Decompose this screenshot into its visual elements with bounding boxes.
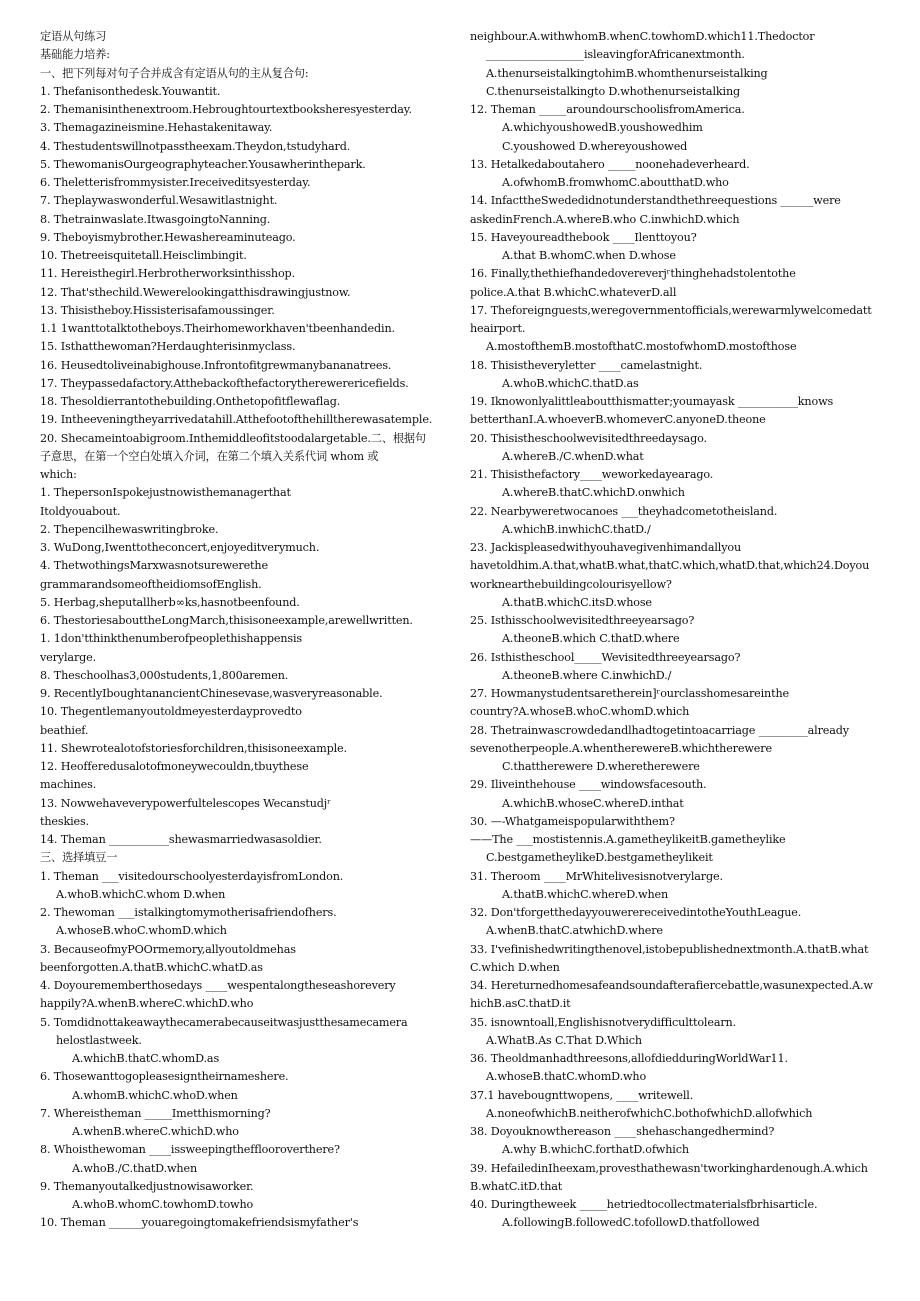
text-line: 15. Isthatthewoman?Herdaughterisinmyclass. [40, 340, 296, 354]
text-line: 12. That'sthechild.Wewerelookingatthisdrawingjustnow. [40, 285, 351, 299]
text-line: 23. Jackispleasedwithyouhavegivenhimandallyou [470, 541, 742, 554]
text-line: 子意思，在第一个空白处填入介词，在第二个填入关系代词 whom 或 [40, 449, 379, 463]
text-line: 4. ThetwothingsMarxwasnotsurewerethe [40, 559, 268, 573]
text-line: 9. Theboyismybrother.Hewashereaminuteago. [40, 230, 296, 244]
text-line: 1. Thefanisonthedesk.Youwantit. [40, 84, 221, 98]
text-line: happily?A.whenB.whereC.whichD.who [40, 997, 254, 1011]
text-line: police.A.that B.whichC.whateverD.all [470, 285, 677, 299]
text-line: 12. Theman _____aroundourschoolisfromAmerica. [470, 103, 745, 116]
text-line: 6. ThestoriesabouttheLongMarch,thisisoneexample,arewellwritten. [40, 614, 413, 627]
text-line: askedinFrench.A.whereB.who C.inwhichD.which [470, 212, 740, 226]
left-column [40, 28, 452, 1233]
text-line: A.whoB.whichC.whom D.when [56, 887, 226, 901]
text-line: heairport. [470, 322, 526, 335]
text-line: 30. —-Whatgameispopularwiththem? [470, 814, 675, 828]
text-line: A.why B.whichC.forthatD.ofwhich [502, 1143, 689, 1157]
text-line: 18. Thesoldierrantothebuilding.Onthetopofitflewaflag. [40, 395, 341, 408]
text-line: 2. Themanisinthenextroom.Hebroughtourtextbooksheresyesterday. [40, 103, 412, 116]
text-line: Itoldyouabout. [40, 504, 121, 518]
text-line: 17. Theypassedafactory.Atthebackofthefactorytherewerericefields. [40, 376, 409, 390]
text-line: C.thattherewere D.wheretherewere [502, 760, 700, 773]
text-line: 14. Theman ___________shewasmarriedwasasoldier. [40, 833, 322, 846]
text-line: A.whomB.whichC.whoD.when [72, 1088, 238, 1102]
text-line: 三、选择填豆一 [40, 851, 118, 865]
text-line: 20. Thisistheschoolwevisitedthreedaysago. [470, 431, 707, 445]
text-line: 35. isnowntoall,Englishisnotverydifficulttolearn. [470, 1015, 737, 1029]
text-line: betterthanI.A.whoeverB.whomeverC.anyoneD.theone [470, 413, 766, 427]
text-line: verylarge. [40, 650, 97, 664]
text-line: 8. Theschoolhas3,000students,1,800aremen. [40, 668, 289, 682]
text-line: country?A.whoseB.whoC.whomD.which [470, 705, 690, 719]
text-line: 11. Shewrotealotofstoriesforchildren,thisisoneexample. [40, 741, 347, 755]
text-line: 26. Isthistheschool_____Wevisitedthreeyearsago? [470, 650, 741, 664]
text-line: C.youshowed D.whereyoushowed [502, 139, 688, 153]
text-line: 5. ThewomanisOurgeographyteacher.Yousawherinthepark. [40, 157, 366, 171]
text-line: 28. Thetrainwascrowdedandlhadtogetintoacarriage _________already [470, 723, 849, 737]
text-line: A.WhatB.As C.That D.Which [486, 1033, 642, 1047]
text-line: 39. HefailedinIheexam,provesthathewasn'tworkinghardenough.A.which [470, 1161, 868, 1175]
text-line: grammarandsomeoftheidiomsofEnglish. [40, 577, 262, 591]
text-line: 13. Thisistheboy.Hissisterisafamoussinger. [40, 303, 275, 317]
text-line: A.theoneB.where C.inwhichD./ [502, 668, 672, 682]
text-line: C.thenurseistalkingto D.whothenurseistalking [486, 84, 741, 98]
text-line: 3. Themagazineismine.Hehastakenitaway. [40, 121, 273, 135]
text-line: 10. Thetreeisquitetall.Heisclimbingit. [40, 249, 247, 262]
text-line: 18. Thisistheveryletter ____camelastnight. [470, 358, 703, 372]
text-line: neighbour.A.withwhomB.whenC.towhomD.which11.Thedoctor [470, 30, 815, 43]
text-line: 1.1 1wanttotalktotheboys.Theirhomeworkhaven'tbeenhandedin. [40, 322, 395, 335]
text-line: A.whoB./C.thatD.when [72, 1161, 198, 1175]
text-line: 36. Theoldmanhadthreesons,allofdiedduringWorldWar11. [470, 1052, 788, 1065]
text-line: 13. Hetalkedaboutahero _____noonehadeverheard. [470, 157, 750, 171]
text-line: 8. Thetrainwaslate.ItwasgoingtoNanning. [40, 212, 271, 226]
text-line: 2. Thewoman ___istalkingtomymotherisafriendofhers. [40, 906, 337, 919]
text-line: 6. Thosewanttogopleasesigntheirnameshere. [40, 1070, 289, 1084]
text-line: A.whenB.whereC.whichD.who [72, 1125, 239, 1138]
text-line: 32. Don'tforgetthedayyouwerereceivedintotheYouthLeague. [470, 906, 802, 919]
text-line: A.ofwhomB.fromwhomC.aboutthatD.who [502, 176, 729, 189]
text-line: 37.1 havebougnttwopens, ____writewell. [470, 1088, 694, 1102]
text-line: 31. Theroom ____MrWhitelivesisnotverylarge. [470, 869, 723, 883]
text-line: 9. Themanyoutalkedjustnowisaworker. [40, 1179, 254, 1193]
text-line: 1. ThepersonIspokejustnowisthemanagerthat [40, 486, 291, 500]
text-line: 3. WuDong,Iwenttotheconcert,enjoyeditverymuch. [40, 541, 320, 554]
text-line: A.mostofthemB.mostofthatC.mostofwhomD.mostofthose [486, 340, 797, 354]
text-line: beathief. [40, 723, 89, 737]
text-line: A.thatB.whichC.itsD.whose [502, 595, 652, 609]
text-line: hichB.asC.thatD.it [470, 997, 571, 1011]
text-line: A.whichB.inwhichC.thatD./ [502, 522, 651, 536]
text-line: 17. Theforeignguests,weregovernmentofficials,werewarmlywelcomedatt [470, 303, 872, 317]
text-line: 20. Shecameintoabigroom.Inthemiddleofitstoodalargetable.二、根据句 [40, 431, 426, 445]
text-line: 22. Nearbyweretwocanoes ___theyhadcometotheisland. [470, 504, 778, 518]
text-line: 10. Thegentlemanyoutoldmeyesterdayprovedto [40, 705, 302, 719]
text-line: 4. Doyourememberthosedays ____wespentalongtheseashorevery [40, 979, 396, 992]
text-line: A.whereB.thatC.whichD.onwhich [502, 486, 685, 500]
text-line: A.that B.whomC.when D.whose [502, 249, 676, 262]
text-line: A.followingB.followedC.tofollowD.thatfollowed [502, 1216, 760, 1230]
text-line: 6. Theletterisfrommysister.Ireceiveditsyesterday. [40, 176, 311, 189]
text-line: 9. RecentlyIboughtanancientChinesevase,wasveryreasonable. [40, 687, 383, 700]
text-line: 16. Heusedtoliveinabighouse.Infrontofitgrewmanybananatrees. [40, 358, 392, 372]
text-line: 基础能力培养: [40, 48, 110, 62]
text-line: 7. Whereistheman _____Imetthismorning? [40, 1106, 271, 1120]
text-line: A.whoseB.whoC.whomD.which [56, 924, 227, 938]
text-line: 13. Nowwehaveverypowerfultelescopes Wecanstudjʳ [40, 796, 331, 810]
text-line: 27. Howmanystudentsaretherein]ʳourclasshomesareinthe [470, 687, 789, 700]
text-line: 19. Iknowonlyalittleaboutthismatter;youmayask ___________knows [470, 395, 834, 408]
text-line: 5. Herbag,sheputallherb∞ks,hasnotbeenfound. [40, 595, 300, 609]
text-line: 7. Theplaywaswonderful.Wesawitlastnight. [40, 194, 278, 208]
text-line: B.whatC.itD.that [470, 1179, 563, 1193]
text-line: 定语从句练习 [40, 30, 107, 43]
text-line: 38. Doyouknowthereason ____shehaschangedhermind? [470, 1125, 775, 1138]
text-line: 1. Theman ___visitedourschoolyesterdayisfromLondon. [40, 869, 344, 883]
text-line: A.thatB.whichC.whereD.when [502, 887, 669, 901]
text-line: 14. InfacttheSwededidnotunderstandthethreequestions ______were [470, 194, 841, 208]
text-line: 15. Haveyoureadthebook ____Ilenttoyou? [470, 230, 697, 244]
text-line: 1. 1don'tthinkthenumberofpeoplethishappensis [40, 632, 303, 646]
text-line: 4. Thestudentswillnotpasstheexam.Theydon,tstudyhard. [40, 139, 351, 153]
text-line: 40. Duringtheweek _____hetriedtocollectmaterialsfbrhisarticle. [470, 1198, 818, 1211]
text-line: 8. Whoisthewoman ____issweepingthefflooroverthere? [40, 1143, 340, 1157]
text-line: C.which D.when [470, 960, 560, 974]
text-line: 25. Isthisschoolwevisitedthreeyearsago? [470, 614, 695, 627]
text-line: A.whoseB.thatC.whomD.who [486, 1070, 647, 1084]
text-line: A.whichyoushowedB.youshowedhim [502, 121, 703, 135]
right-column [470, 28, 890, 1233]
text-line: machines. [40, 778, 97, 792]
text-line: A.noneofwhichB.neitherofwhichC.bothofwhichD.allofwhich [486, 1106, 813, 1120]
text-line: 3. BecauseofmyPOOrmemory,allyoutoldmehas [40, 942, 296, 956]
text-line: A.whoB.whichC.thatD.as [502, 376, 639, 390]
text-line: A.whoB.whomC.towhomD.towho [72, 1198, 254, 1211]
text-line: 5. Tomdidnottakeawaythecamerabecauseitwasjustthesamecamera [40, 1015, 408, 1029]
text-line: 11. Hereisthegirl.Herbrotherworksinthisshop. [40, 267, 295, 281]
text-line: A.theoneB.which C.thatD.where [502, 632, 680, 646]
text-line: A.whichB.whoseC.whereD.inthat [502, 796, 684, 810]
text-line: A.whichB.thatC.whomD.as [72, 1052, 220, 1065]
text-line: havetoldhim.A.that,whatB.what,thatC.which,whatD.that,which24.Doyou [470, 559, 870, 573]
text-line: theskies. [40, 814, 89, 828]
text-line: helostlastweek. [56, 1033, 142, 1047]
text-line: sevenotherpeople.A.whentherewereB.whichtherewere [470, 741, 772, 755]
text-line: beenforgotten.A.thatB.whichC.whatD.as [40, 960, 263, 974]
text-line: 10. Theman ______youaregoingtomakefriendsismyfather's [40, 1216, 359, 1230]
text-line: ——The ___mostistennis.A.gametheylikeitB.gametheylike [470, 833, 786, 846]
text-line: 33. I'vefinishedwritingthenovel,istobepublishednextmonth.A.thatB.what [470, 942, 869, 956]
text-line: A.thenurseistalkingtohimB.whomthenurseistalking [486, 66, 768, 80]
text-line: __________________isleavingforAfricanextmonth. [486, 48, 745, 62]
text-line: 16. Finally,thethiefhandedovereverjʳthinghehadstolentothe [470, 267, 796, 281]
text-line: 29. Iliveinthehouse ____windowsfacesouth. [470, 778, 707, 792]
text-line: C.bestgametheylikeD.bestgametheylikeit [486, 851, 713, 865]
text-line: 2. Thepencilhewaswritingbroke. [40, 522, 219, 536]
text-line: which: [40, 468, 77, 481]
text-line: 12. Heofferedusalotofmoneywecouldn,tbuythese [40, 760, 309, 773]
text-line: A.whenB.thatC.atwhichD.where [486, 924, 663, 938]
text-line: A.whereB./C.whenD.what [502, 449, 644, 463]
text-line: worknearthebuildingcolourisyellow? [470, 577, 672, 591]
text-line: 21. Thisisthefactory____weworkedayearago. [470, 468, 714, 481]
text-line: 34. Hereturnedhomesafeandsoundafterafiercebattle,wasunexpected.A.w [470, 979, 873, 992]
text-line: 19. Intheeveningtheyarrivedatahill.Atthefootofthehilltherewasatemple. [40, 413, 433, 427]
text-line: 一、把下列每对句子合并成含有定语从句的主从复合句: [40, 66, 309, 80]
